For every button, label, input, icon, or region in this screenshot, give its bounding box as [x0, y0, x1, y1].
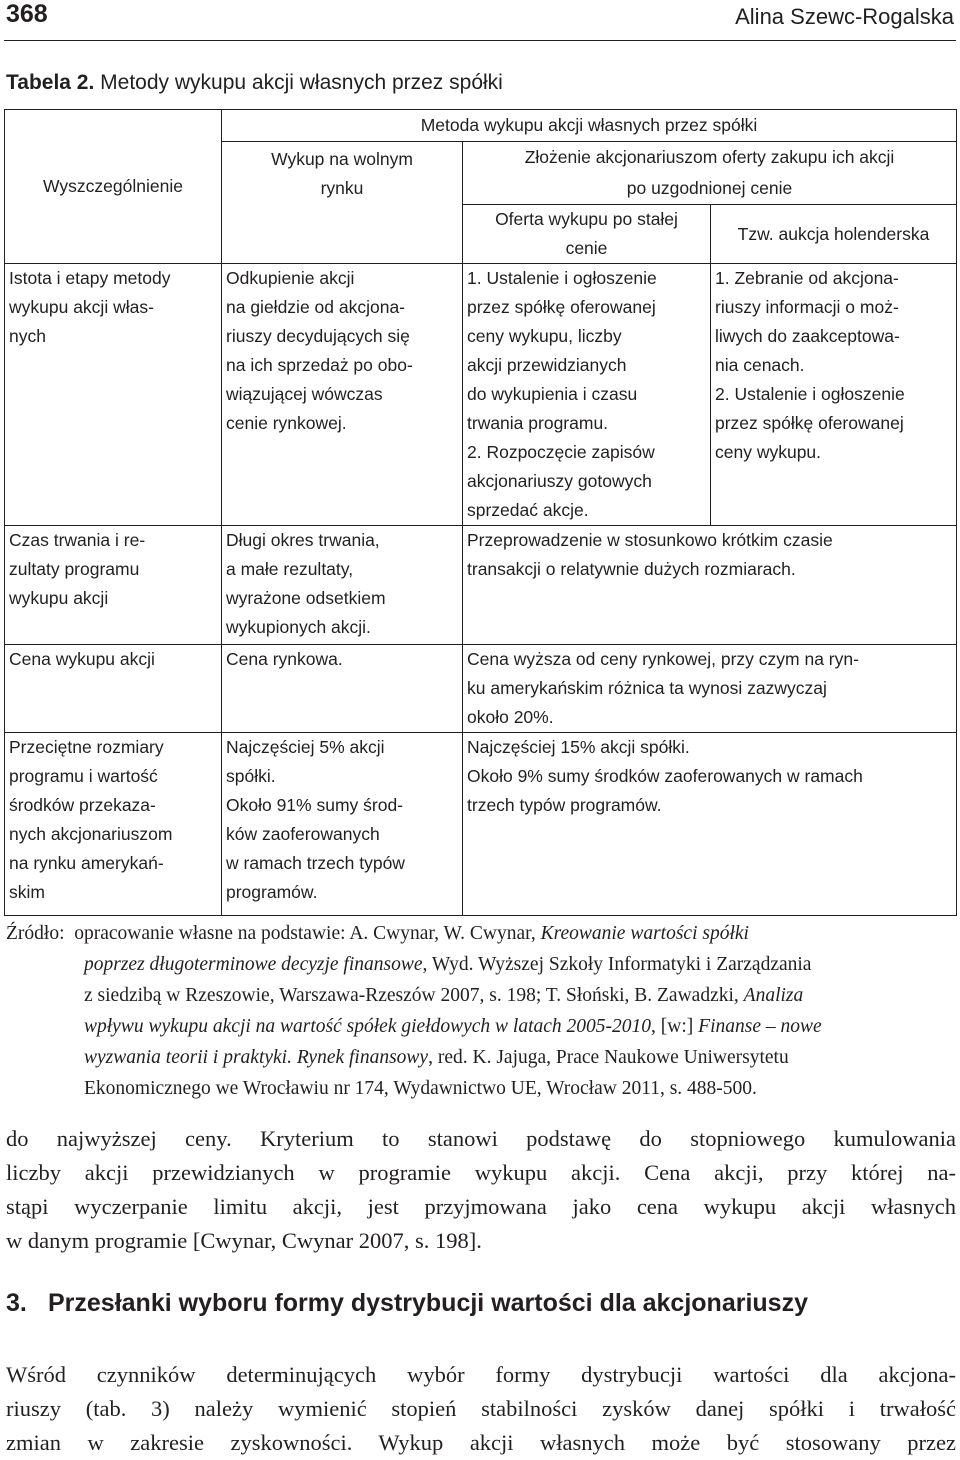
table-cell: Cena wyższa od ceny rynkowej, przy czym na ryn- ku amerykańskim różnica ta wynosi zazwyczaj około 20%.: [463, 645, 957, 733]
source-text: , red. K. Jajuga, Prace Naukowe Uniwersytetu: [428, 1047, 789, 1068]
row-label: Przeciętne rozmiary programu i wartość środków przekaza- nych akcjonariuszom na rynku amerykań- skim: [5, 733, 222, 916]
table-row: [5, 645, 957, 733]
table-cell: 1. Ustalenie i ogłoszenie przez spółkę oferowanej ceny wykupu, liczby akcji przewidzianych do wykupienia i czasu trwania programu. 2. Rozpoczęcie zapisów akcjonariuszy gotowych sprzedać akcje.: [463, 264, 711, 526]
source-title: Finanse – nowe: [698, 1016, 822, 1037]
row-label: Czas trwania i re- zultaty programu wykupu akcji: [5, 526, 222, 645]
paragraph-line: Wśród czynników determinujących wybór formy dystrybucji wartości dla akcjona-: [6, 1362, 956, 1387]
section-title: Przesłanki wyboru formy dystrybucji wartości dla akcjonariuszy: [48, 1289, 808, 1317]
header-col-specification: Wyszczególnienie: [5, 110, 222, 264]
running-header-author: Alina Szewc-Rogalska: [735, 4, 954, 29]
paragraph-line: w danym programie [Cwynar, Cwynar 2007, s. 198].: [6, 1228, 482, 1253]
body-paragraph: [6, 1358, 956, 1460]
paragraph-line: liczby akcji przewidzianych w programie wykupu akcji. Cena akcji, przy której na-: [6, 1160, 956, 1185]
source-title: poprzez długoterminowe decyzje finansowe: [84, 954, 423, 975]
section-number: 3.: [6, 1289, 27, 1317]
table-cell: Odkupienie akcji na giełdzie od akcjona- riuszy decydujących się na ich sprzedaż po obo- wiązującej wówczas cenie rynkowej.: [222, 264, 463, 526]
section-heading: [6, 1289, 808, 1318]
table-label: Tabela 2.: [6, 71, 95, 94]
source-text: z siedzibą w Rzeszowie, Warszawa-Rzeszów 2007, s. 198; T. Słoński, B. Zawadzki,: [84, 985, 739, 1006]
table-cell: Długi okres trwania, a małe rezultaty, wyrażone odsetkiem wykupionych akcji.: [222, 526, 463, 645]
header-group-method: Metoda wykupu akcji własnych przez spółki: [222, 110, 957, 142]
page-number: 368: [6, 0, 48, 28]
table-cell: Cena rynkowa.: [222, 645, 463, 733]
source-title: Kreowanie wartości spółki: [540, 923, 749, 944]
source-label: Źródło:: [6, 923, 65, 944]
source-text: , [w:]: [651, 1016, 694, 1037]
table-title: Metody wykupu akcji własnych przez spółki: [100, 71, 503, 94]
paragraph-line: zmian w zakresie zyskowności. Wykup akcji własnych może być stosowany przez: [6, 1430, 956, 1455]
source-title: Analiza: [743, 985, 804, 1006]
table-cell: Najczęściej 5% akcji spółki. Około 91% sumy środ- ków zaoferowanych w ramach trzech typów programów.: [222, 733, 463, 916]
paragraph-line: riuszy (tab. 3) należy wymienić stopień stabilności zysków danej spółki i trwałość: [6, 1396, 956, 1421]
header-subgroup-offer: Złożenie akcjonariuszom oferty zakupu ich akcji po uzgodnionej cenie: [463, 142, 957, 205]
table-cell: 1. Zebranie od akcjona- riuszy informacji o moż- liwych do zaakceptowa- nia cenach. 2. Ustalenie i ogłoszenie przez spółkę oferowanej ceny wykupu.: [711, 264, 957, 526]
paragraph-line: do najwyższej ceny. Kryterium to stanowi podstawę do stopniowego kumulowania: [6, 1126, 956, 1151]
table-row: [5, 526, 957, 645]
source-text: opracowanie własne na podstawie: A. Cwynar, W. Cwynar,: [74, 923, 536, 944]
source-title: wyzwania teorii i praktyki. Rynek finansowy: [84, 1047, 429, 1068]
row-label: Cena wykupu akcji: [5, 645, 222, 733]
table-row: [5, 733, 957, 916]
source-text: , Wyd. Wyższej Szkoły Informatyki i Zarządzania: [422, 954, 812, 975]
header-col-dutch-auction: Tzw. aukcja holenderska: [711, 205, 957, 264]
table-cell: Przeprowadzenie w stosunkowo krótkim czasie transakcji o relatywnie dużych rozmiarach.: [463, 526, 957, 645]
methods-table: [4, 109, 957, 916]
source-title: wpływu wykupu akcji na wartość spółek giełdowych w latach 2005-2010: [84, 1016, 652, 1037]
header-rule: [4, 40, 956, 41]
source-note: [6, 918, 954, 1104]
table-caption: [6, 71, 503, 95]
row-label: Istota i etapy metody wykupu akcji włas- nych: [5, 264, 222, 526]
header-col-open-market: Wykup na wolnym rynku: [222, 142, 463, 264]
table-row: [5, 264, 957, 526]
paragraph-line: stąpi wyczerpanie limitu akcji, jest przyjmowana jako cena wykupu akcji własnych: [6, 1194, 956, 1219]
source-text: Ekonomicznego we Wrocławiu nr 174, Wydawnictwo UE, Wrocław 2011, s. 488-500.: [84, 1078, 757, 1099]
table-cell: Najczęściej 15% akcji spółki. Około 9% sumy środków zaoferowanych w ramach trzech typów programów.: [463, 733, 957, 916]
header-col-fixed-price: Oferta wykupu po stałej cenie: [463, 205, 711, 264]
body-paragraph: [6, 1122, 956, 1258]
